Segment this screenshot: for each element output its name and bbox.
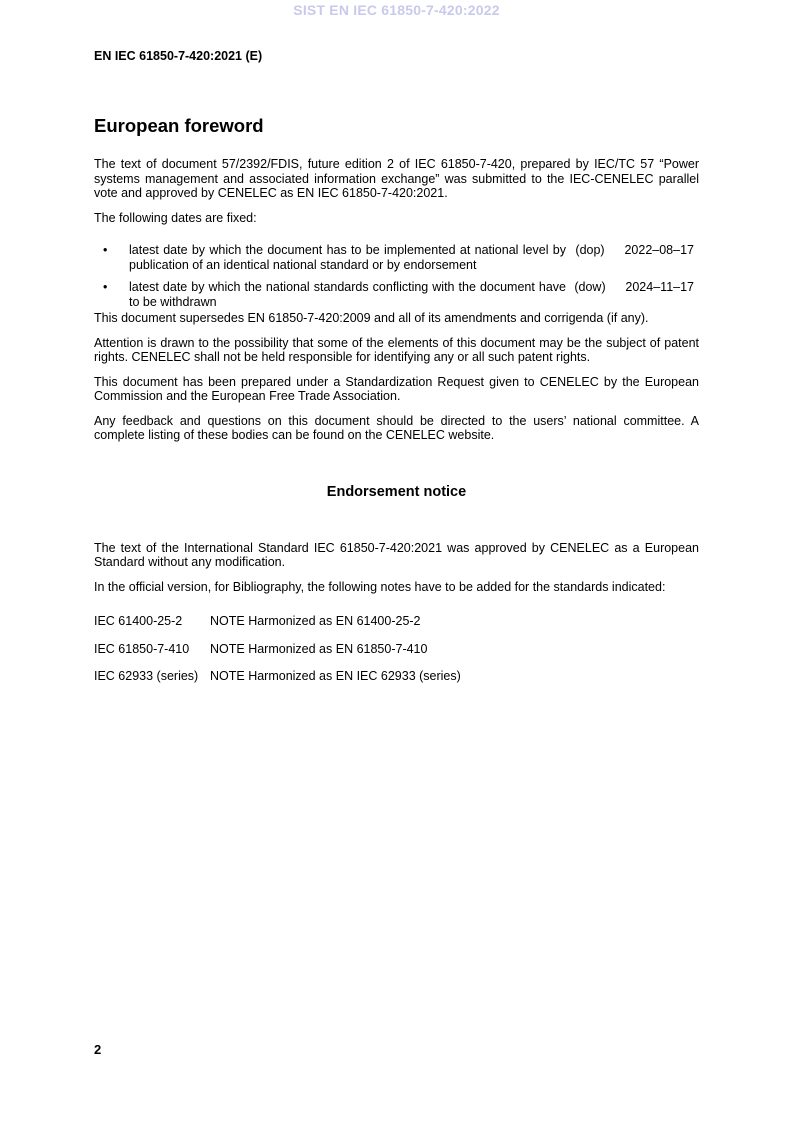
dates-intro: The following dates are fixed:	[94, 210, 257, 225]
date-code: (dow)	[574, 280, 606, 294]
date-description: latest date by which the national standards conflicting with the document have to be withdrawn	[129, 280, 566, 309]
list-item	[94, 642, 699, 657]
standard-id: IEC 62933 (series)	[94, 669, 199, 683]
date-code: (dop)	[575, 243, 605, 257]
patent-text: Attention is drawn to the possibility that some of the elements of this document may be the subject of patent rights. CENELEC shall not be held responsible for identifying any or all such patent rights.	[94, 335, 699, 364]
standard-id: IEC 61850-7-410	[94, 641, 190, 656]
harmonized-note: NOTE Harmonized as EN 61850-7-410	[210, 641, 428, 656]
endorsement-title: Endorsement notice	[326, 483, 467, 500]
date-row-dop	[94, 243, 699, 272]
bibliography-intro: In the official version, for Bibliography, the following notes have to be added for the standards indicated:	[94, 579, 666, 594]
harmonized-note: NOTE Harmonized as EN 61400-25-2	[210, 614, 421, 628]
page-content	[94, 115, 699, 697]
date-value: 2022–08–17	[624, 243, 694, 257]
list-item	[94, 669, 699, 684]
bullet: •	[103, 280, 108, 294]
date-value: 2024–11–17	[625, 280, 694, 294]
standardization-request-text: This document has been prepared under a Standardization Request given to CENELEC by the European Commission and the European Free Trade Association.	[94, 374, 699, 403]
foreword-intro: The text of document 57/2392/FDIS, future edition 2 of IEC 61850-7-420, prepared by IEC/TC 57 “Power systems management and associated information exchange” was submitted to the IEC-CENELEC parallel vote and approved by CENELEC as EN IEC 61850-7-420:2021.	[94, 157, 699, 200]
watermark: SIST EN IEC 61850-7-420:2022	[293, 2, 500, 18]
endorsement-text: The text of the International Standard IEC 61850-7-420:2021 was approved by CENELEC as a European Standard without any modification.	[94, 540, 699, 569]
harmonized-notes-list	[94, 614, 699, 684]
date-row-dow	[94, 280, 699, 309]
supersedes-text: This document supersedes EN 61850-7-420:2009 and all of its amendments and corrigenda (if any).	[94, 311, 649, 325]
feedback-text: Any feedback and questions on this document should be directed to the users’ national committee. A complete listing of these bodies can be found on the CENELEC website.	[94, 413, 699, 442]
dates-list	[94, 243, 699, 309]
document-reference: EN IEC 61850-7-420:2021 (E)	[94, 49, 263, 63]
date-description: latest date by which the document has to be implemented at national level by publication of an identical national standard or by endorsement	[129, 243, 566, 272]
standard-id: IEC 61400-25-2	[94, 614, 183, 628]
page-number: 2	[94, 1042, 102, 1057]
harmonized-note: NOTE Harmonized as EN IEC 62933 (series)	[210, 669, 461, 683]
foreword-title: European foreword	[94, 115, 264, 136]
bullet: •	[103, 243, 108, 257]
list-item	[94, 614, 699, 629]
